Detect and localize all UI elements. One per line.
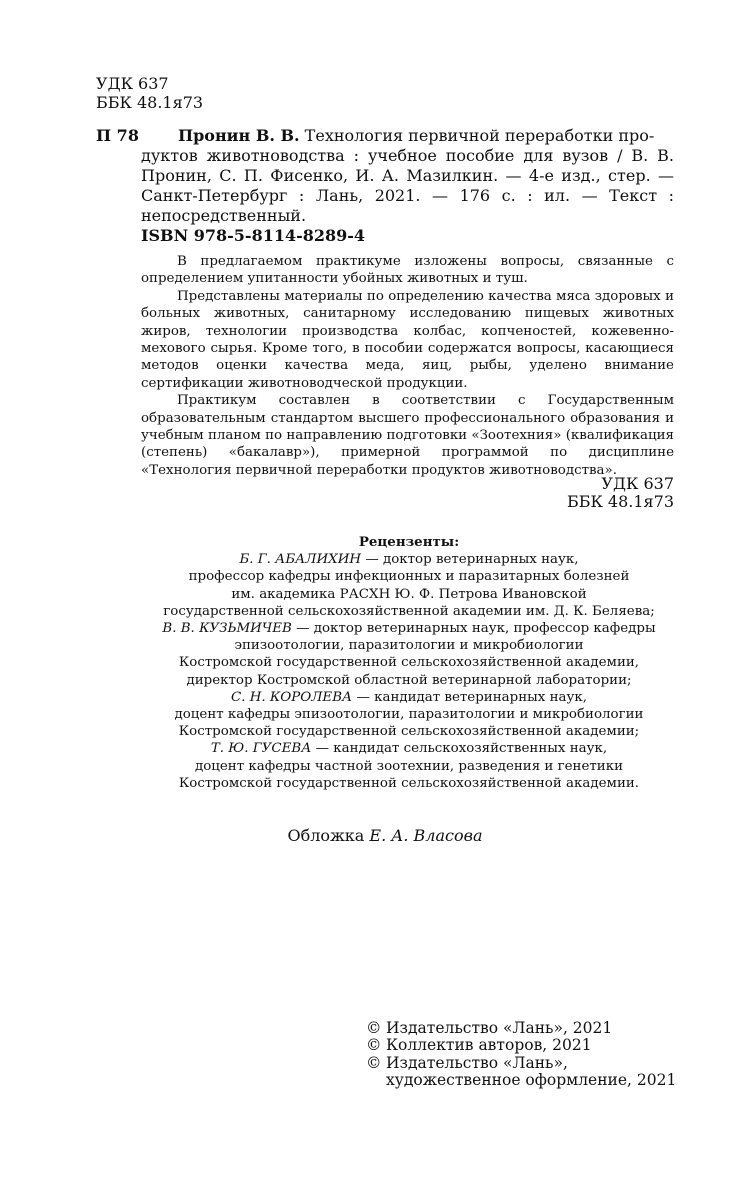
copyright-icon: ©	[366, 1036, 382, 1055]
reviewer-line	[96, 689, 722, 706]
reviewer-text: Костромской государственной сельскохозяйственной академии,	[178, 655, 640, 671]
udk-block-right	[567, 475, 674, 511]
reviewer-line	[96, 654, 722, 671]
copyright-text: Издательство «Лань», 2021	[386, 1019, 613, 1037]
reviewer-line	[96, 637, 722, 654]
copyright-line	[366, 1072, 676, 1089]
title-start: Технология первичной переработки про-	[299, 126, 655, 145]
copyright-text: художественное оформление, 2021	[386, 1071, 677, 1090]
udk-code: УДК 637	[96, 74, 169, 93]
bibliographic-record: дуктов животноводства : учебное пособие для вузов / В. В. Пронин, С. П. Фисенко, И. А. Мазилкин. — 4-е изд., стер. — Санкт-Петербург : Лань, 2021. — 176 с. : ил. — Текст : непосредственный.	[141, 146, 674, 225]
reviewer-line	[96, 775, 722, 792]
copyright-text: Издательство «Лань»,	[386, 1053, 568, 1072]
copyright-text: Коллектив авторов, 2021	[386, 1036, 592, 1055]
copyright-block	[366, 1020, 676, 1090]
reviewer-name: Б. Г. АБАЛИХИН	[239, 552, 362, 568]
reviewer-line	[96, 706, 722, 723]
reviewer-text: директор Костромской областной ветеринарной лаборатории;	[186, 672, 632, 688]
bibliographic-record-first-line	[178, 126, 674, 146]
author-name: Пронин В. В.	[178, 126, 300, 145]
copyright-icon: ©	[366, 1019, 382, 1037]
reviewer-line	[96, 603, 722, 620]
reviewer-text: — кандидат сельскохозяйственных наук,	[311, 741, 608, 757]
cover-label: Обложка	[287, 826, 370, 845]
annotation-paragraph: В предлагаемом практикуме изложены вопросы, связанные с определением упитанности убойных животных и туш.	[141, 254, 674, 287]
reviewer-text: — доктор ветеринарных наук,	[361, 552, 579, 568]
reviewer-text: эпизоотологии, паразитологии и микробиологии	[234, 638, 584, 654]
udk-block-top	[96, 74, 203, 112]
bbk-code: ББК 48.1я73	[96, 93, 204, 112]
reviewer-name: С. Н. КОРОЛЕВА	[230, 689, 353, 705]
copyright-line	[366, 1055, 676, 1072]
reviewer-line	[96, 740, 722, 757]
reviewer-text: — кандидат ветеринарных наук,	[352, 689, 588, 705]
reviewer-text: государственной сельскохозяйственной академии им. Д. К. Беляева;	[163, 603, 655, 619]
reviewer-line	[96, 758, 722, 775]
bbk-code: ББК 48.1я73	[566, 492, 674, 511]
annotation	[141, 253, 674, 479]
udk-code: УДК 637	[601, 474, 674, 493]
reviewer-line	[96, 723, 722, 740]
author-mark: П 78	[96, 126, 139, 145]
reviewers-header: Рецензенты:	[358, 534, 460, 550]
copyright-line	[366, 1020, 676, 1037]
annotation-paragraph: Представлены материалы по определению качества мяса здоровых и больных животных, санитарному исследованию пищевых животных жиров, технологии производства колбас, копченостей, кожевенно-мехового сырья. Кроме того, в пособии содержатся вопросы, касающиеся методов оценки качества меда, яиц, рыбы, уделено внимание сертификации животноводческой продукции.	[141, 288, 674, 391]
cover-designer: Е. А. Власова	[369, 826, 483, 845]
reviewers	[96, 534, 722, 792]
copyright-line	[366, 1037, 676, 1054]
isbn: ISBN 978-5-8114-8289-4	[141, 226, 366, 245]
cover-credit	[96, 826, 674, 845]
reviewer-lines	[96, 551, 722, 792]
reviewer-line	[96, 672, 722, 689]
copyright-icon: ©	[366, 1053, 382, 1072]
annotation-paragraph: Практикум составлен в соответствии с Государственным образовательным стандартом высшего профессионального образования и учебным планом по направлению подготовки «Зоотехния» (квалификация (степень) «бакалавр»), примерной программой по дисциплине «Технология первичной переработки продуктов животноводства».	[141, 393, 674, 478]
reviewer-text: им. академика РАСХН Ю. Ф. Петрова Ивановской	[231, 586, 587, 602]
reviewer-text: Костромской государственной сельскохозяйственной академии.	[178, 775, 640, 791]
reviewer-text: доцент кафедры частной зоотехнии, разведения и генетики	[194, 758, 624, 774]
reviewer-line	[96, 551, 722, 568]
reviewer-name: Т. Ю. ГУСЕВА	[210, 741, 312, 757]
reviewer-line	[96, 620, 722, 637]
reviewer-text: Костромской государственной сельскохозяйственной академии;	[178, 724, 640, 740]
reviewer-text: доцент кафедры эпизоотологии, паразитологии и микробиологии	[174, 707, 644, 723]
reviewer-line	[96, 568, 722, 585]
reviewer-text: — доктор ветеринарных наук, профессор кафедры	[291, 621, 656, 637]
reviewer-name: В. В. КУЗЬМИЧЕВ	[162, 621, 292, 637]
reviewer-line	[96, 586, 722, 603]
reviewer-text: профессор кафедры инфекционных и паразитарных болезней	[188, 569, 630, 585]
